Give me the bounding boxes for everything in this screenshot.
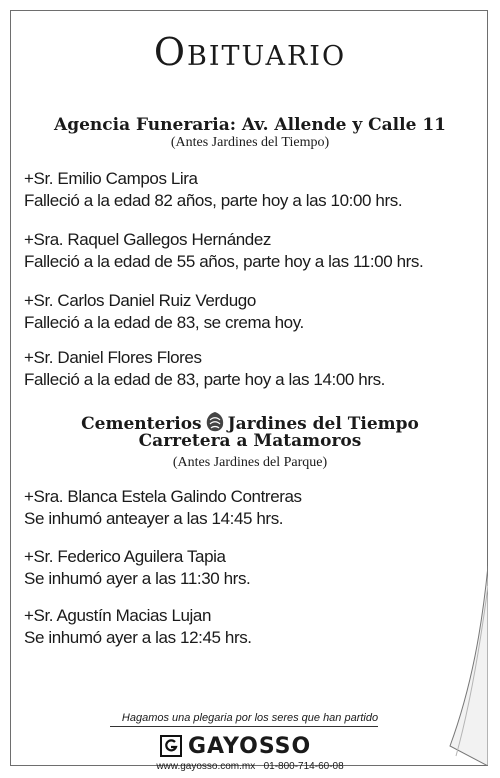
footer-website: www.gayosso.com.mx xyxy=(156,761,256,772)
deceased-detail: Se inhumó ayer a las 12:45 hrs. xyxy=(24,628,252,647)
deceased-detail: Se inhumó ayer a las 11:30 hrs. xyxy=(24,569,251,588)
footer-tagline: Hagamos una plegaria por los seres que han partido xyxy=(121,712,379,724)
deceased-name: +Sr. Federico Aguilera Tapia xyxy=(24,547,226,566)
cemetery-heading-right: Jardines del Tiempo xyxy=(227,414,419,434)
list-item xyxy=(24,486,464,530)
footer-divider xyxy=(110,726,378,727)
deceased-name: +Sr. Daniel Flores Flores xyxy=(24,348,202,367)
brand-logo xyxy=(160,733,311,759)
cemetery-logo-icon xyxy=(204,411,226,433)
brand-name: GAYOSSO xyxy=(188,733,312,759)
list-item xyxy=(24,605,464,649)
funeral-home-subheading: (Antes Jardines del Tiempo) xyxy=(170,135,330,150)
deceased-name: +Sra. Raquel Gallegos Hernández xyxy=(24,230,272,249)
g-glyph-icon xyxy=(164,739,178,753)
footer-phone: 01-800-714-60-08 xyxy=(263,761,344,772)
page-title-text: Obituario xyxy=(153,30,347,74)
list-item xyxy=(24,347,464,391)
deceased-detail: Falleció a la edad 82 años, parte hoy a las 10:00 hrs. xyxy=(24,191,403,210)
footer-contact xyxy=(0,761,500,772)
deceased-detail: Falleció a la edad de 83, se crema hoy. xyxy=(24,313,304,332)
page-title xyxy=(0,30,500,74)
deceased-name: +Sr. Emilio Campos Lira xyxy=(24,169,198,188)
g-logo-icon xyxy=(160,735,182,757)
list-item xyxy=(24,546,464,590)
deceased-detail: Se inhumó anteayer a las 14:45 hrs. xyxy=(24,509,284,528)
page-curl-icon xyxy=(442,566,488,766)
list-item xyxy=(24,290,464,334)
cemetery-heading-line2: Carretera a Matamoros xyxy=(138,431,362,451)
deceased-name: +Sr. Agustín Macias Lujan xyxy=(24,606,212,625)
funeral-home-heading: Agencia Funeraria: Av. Allende y Calle 11 xyxy=(54,115,446,135)
deceased-detail: Falleció a la edad de 55 años, parte hoy a las 11:00 hrs. xyxy=(24,252,424,271)
deceased-name: +Sra. Blanca Estela Galindo Contreras xyxy=(24,487,302,506)
deceased-detail: Falleció a la edad de 83, parte hoy a las 14:00 hrs. xyxy=(24,370,386,389)
list-item xyxy=(24,168,464,212)
list-item xyxy=(24,229,464,273)
cemetery-heading-left: Cementerios xyxy=(81,414,202,434)
deceased-name: +Sr. Carlos Daniel Ruiz Verdugo xyxy=(24,291,256,310)
cemetery-subheading: (Antes Jardines del Parque) xyxy=(172,455,328,470)
